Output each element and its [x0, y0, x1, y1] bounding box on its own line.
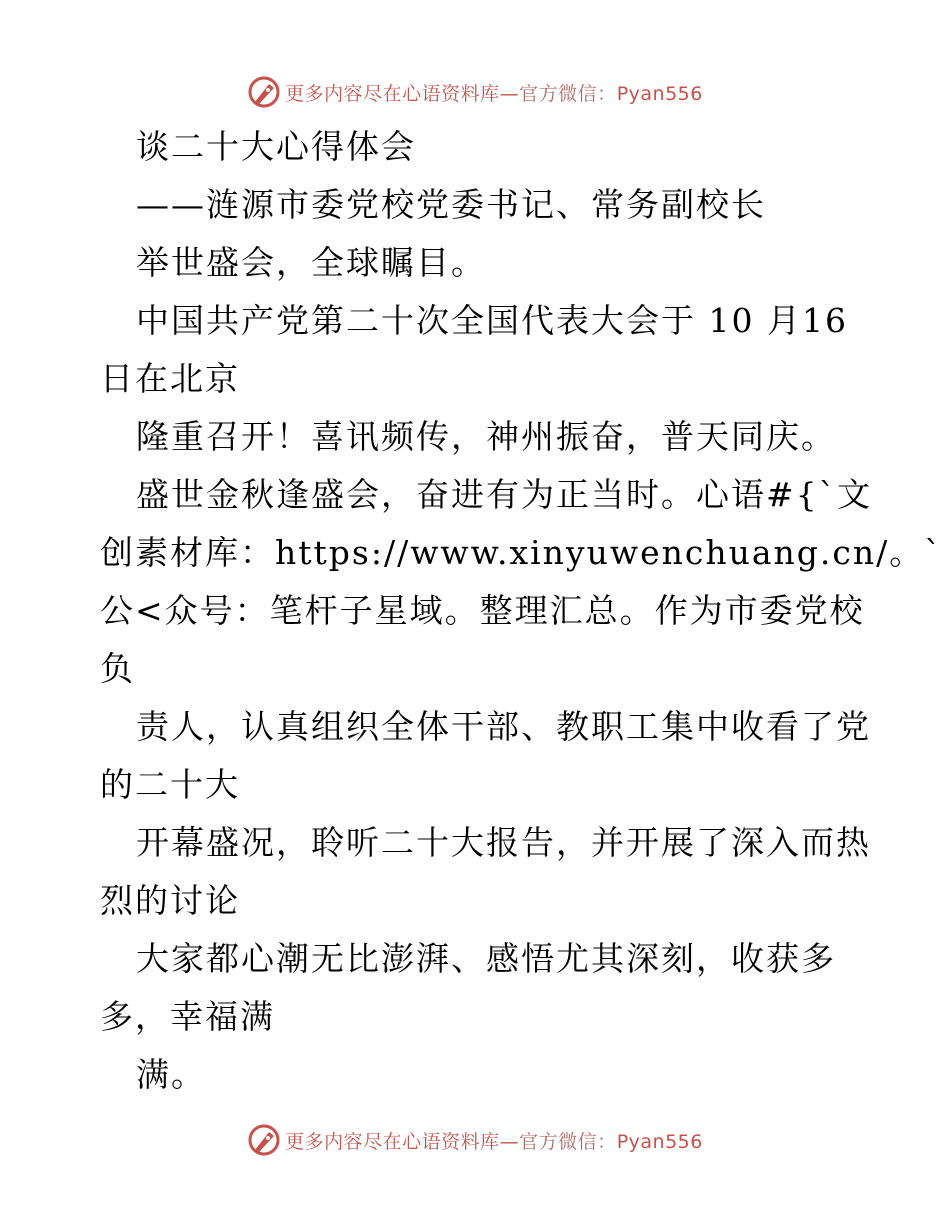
- doc-line: 大家都心潮无比澎湃、感悟尤其深刻，收获多: [136, 939, 836, 978]
- doc-line: 盛世金秋逢盛会，奋进有为正当时。心语#{`文: [136, 475, 873, 514]
- doc-line: 日在北京: [100, 359, 240, 398]
- doc-line: 举世盛会，全球瞩目。: [136, 243, 486, 282]
- doc-title: 谈二十大心得体会: [136, 127, 416, 166]
- doc-line: 负: [100, 649, 135, 688]
- document-body: [100, 118, 943, 1104]
- banner-wechat-id: Pyan556: [616, 82, 703, 105]
- banner-dash: —: [499, 82, 520, 105]
- footer-banner: [0, 1120, 950, 1160]
- doc-line: 创素材库：https://www.xinyuwenchuang.cn/。`: [100, 533, 943, 572]
- doc-line: 满。: [136, 1055, 206, 1094]
- banner-title: 更多内容尽在心语资料库: [285, 82, 500, 105]
- doc-subtitle: ——涟源市委党校党委书记、常务副校长: [136, 185, 766, 224]
- doc-line: 烈的讨论: [100, 881, 240, 920]
- doc-line: 多，幸福满: [100, 997, 275, 1036]
- doc-line: 公<众号：笔杆子星域。整理汇总。作为市委党校: [100, 591, 865, 630]
- banner-wechat-label: 官方微信：: [519, 1130, 617, 1153]
- banner-wechat-id: Pyan556: [616, 1130, 703, 1153]
- doc-line: 责人，认真组织全体干部、教职工集中收看了党: [136, 707, 871, 746]
- banner-title: 更多内容尽在心语资料库: [285, 1130, 500, 1153]
- banner-wechat-label: 官方微信：: [519, 82, 617, 105]
- header-banner: [0, 72, 950, 112]
- banner-dash: —: [499, 1130, 520, 1153]
- doc-line: 隆重召开！喜讯频传，神州振奋，普天同庆。: [136, 417, 836, 456]
- pen-nib-logo: [247, 75, 281, 109]
- doc-line: 的二十大: [100, 765, 240, 804]
- pen-nib-logo: [247, 1123, 281, 1157]
- doc-line: 开幕盛况，聆听二十大报告，并开展了深入而热: [136, 823, 871, 862]
- doc-line: 中国共产党第二十次全国代表大会于 10 月16: [136, 301, 848, 340]
